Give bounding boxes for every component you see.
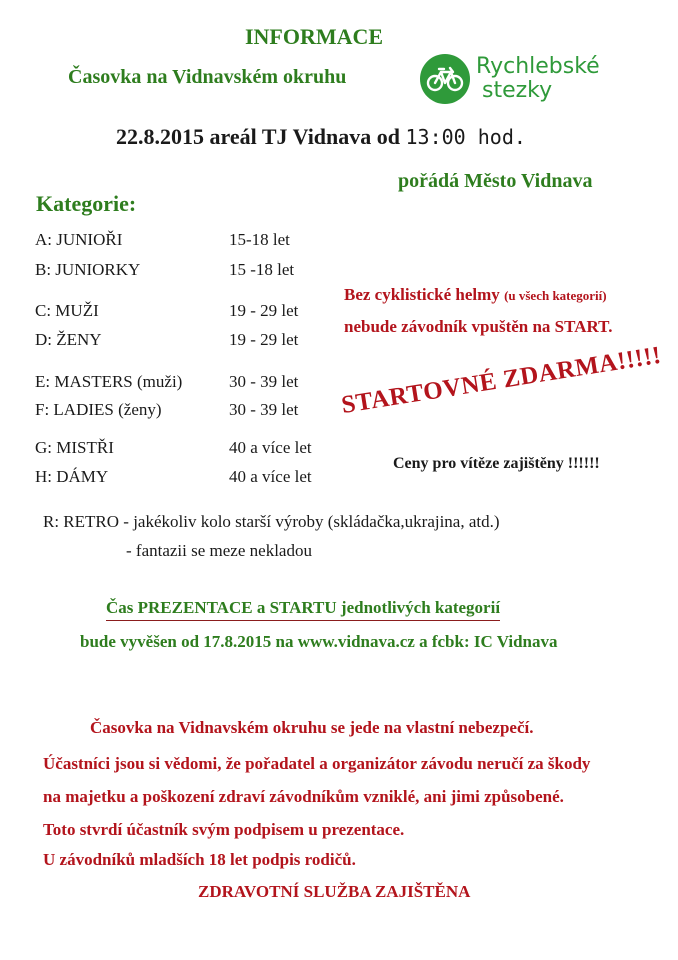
category-name: H: DÁMY <box>35 467 109 486</box>
warning-line: Časovka na Vidnavském okruhu se jede na vlastní nebezpečí. <box>90 718 534 737</box>
rychlebske-stezky-logo <box>420 52 640 108</box>
category-name: G: MISTŘI <box>35 438 114 457</box>
prizes-notice: Ceny pro vítěze zajištěny !!!!!! <box>393 455 600 472</box>
logo-text-line2: stezky <box>482 78 553 103</box>
warning-line: na majetku a poškození zdraví závodníkům vzniklé, ani jimi způsobené. <box>43 787 564 806</box>
category-age: 15-18 let <box>229 230 290 249</box>
start-time: 13:00 hod. <box>405 125 526 149</box>
helmet-warning-line1 <box>344 285 607 305</box>
page-title: INFORMACE <box>244 24 384 49</box>
category-age: 40 a více let <box>229 438 312 457</box>
helmet-warning-note: (u všech kategorií) <box>504 288 607 303</box>
warning-line: Toto stvrdí účastník svým podpisem u prezentace. <box>43 820 405 839</box>
date-venue-line <box>116 124 526 150</box>
free-entry-banner: STARTOVNÉ ZDARMA!!!!! <box>339 341 664 420</box>
category-name: A: JUNIOŘI <box>35 230 123 249</box>
warning-line: Účastníci jsou si vědomi, že pořadatel a organizátor závodu neručí za škody <box>43 754 591 773</box>
date-venue-text: 22.8.2015 areál TJ Vidnava od <box>116 124 406 149</box>
event-subtitle: Časovka na Vidnavském okruhu <box>68 66 347 88</box>
category-age: 19 - 29 let <box>229 301 299 320</box>
bicycle-icon <box>420 54 470 104</box>
presentation-info: bude vyvěšen od 17.8.2015 na www.vidnava.cz a fcbk: IC Vidnava <box>80 632 558 651</box>
category-name: B: JUNIORKY <box>35 260 141 279</box>
presentation-heading: Čas PREZENTACE a STARTU jednotlivých kategorií <box>106 598 500 621</box>
category-name: D: ŽENY <box>35 330 102 349</box>
categories-heading: Kategorie: <box>36 191 137 216</box>
organizer-line: pořádá Město Vidnava <box>398 170 593 192</box>
category-age: 19 - 29 let <box>229 330 299 349</box>
retro-category-line: R: RETRO - jakékoliv kolo starší výroby (skládačka,ukrajina, atd.) <box>43 512 500 531</box>
category-name: F: LADIES (ženy) <box>35 400 162 419</box>
helmet-warning-line2: nebude závodník vpuštěn na START. <box>344 317 613 336</box>
logo-text-line1: Rychlebské <box>476 54 600 79</box>
category-name: E: MASTERS (muži) <box>35 372 183 391</box>
medical-service-notice: ZDRAVOTNÍ SLUŽBA ZAJIŠTĚNA <box>198 882 471 901</box>
retro-category-note: - fantazii se meze nekladou <box>126 541 312 560</box>
category-name: C: MUŽI <box>35 301 99 320</box>
category-age: 40 a více let <box>229 467 312 486</box>
warning-line: U závodníků mladších 18 let podpis rodičů. <box>43 850 356 869</box>
category-age: 30 - 39 let <box>229 400 299 419</box>
helmet-warning-text: Bez cyklistické helmy <box>344 285 505 304</box>
category-age: 15 -18 let <box>229 260 295 279</box>
category-age: 30 - 39 let <box>229 372 299 391</box>
